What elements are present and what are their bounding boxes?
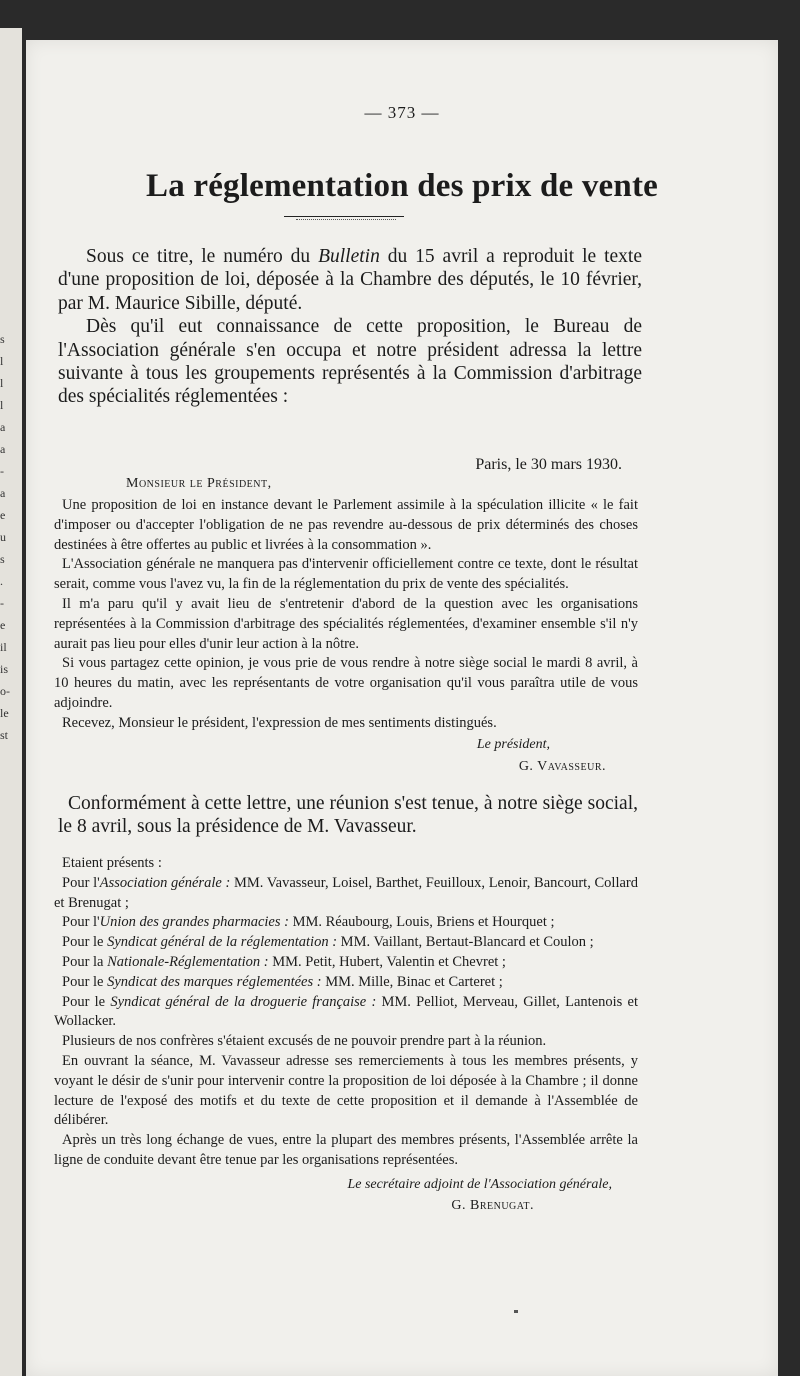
letter-salutation: Monsieur le Président,	[126, 476, 272, 491]
minutes-paragraph: Plusieurs de nos confrères s'étaient excusés de ne pouvoir prendre part à la réunion.	[62, 1033, 547, 1050]
attendees-label: Etaient présents :	[62, 855, 162, 871]
margin-fragment: l	[0, 376, 4, 390]
attendee-line: Pour le Syndicat des marques réglementées : MM. Mille, Binac et Carteret ;	[62, 973, 503, 990]
margin-fragment: a	[0, 442, 6, 456]
margin-fragment: u	[0, 530, 6, 544]
intro-paragraph-2: Dès qu'il eut connaissance de cette proposition, le Bureau de l'Association générale s'en occupa et notre président adressa la lettre suivante à tous les groupements représentés à la Commission d'arbitrage des spécialités réglementées :	[58, 316, 642, 408]
margin-fragment: s	[0, 332, 5, 346]
title-dotted-rule	[296, 219, 396, 220]
margin-fragment: st	[0, 728, 9, 742]
margin-fragment: is	[0, 662, 9, 676]
letter-date: Paris, le 30 mars 1930.	[475, 456, 622, 473]
title-rule	[284, 216, 404, 217]
minutes-paragraph: Après un très long échange de vues, entre la plupart des membres présents, l'Assemblée arrête la ligne de conduite devant être tenue par les organisations représentées.	[54, 1132, 638, 1168]
facing-page-edge	[0, 28, 22, 1376]
minutes-paragraph: En ouvrant la séance, M. Vavasseur adresse ses remerciements à tous les membres présents, y voyant le désir de s'unir pour intervenir contre la proposition de loi déposée à la Chambre ; il donne lecture de l'exposé des motifs et du texte de cette proposition et il demande à l'Assemblée de délibérer.	[54, 1052, 638, 1129]
margin-fragment: s	[0, 552, 5, 566]
letter-paragraph: L'Association générale ne manquera pas d'intervenir officiellement contre ce texte, dont le résultat serait, comme vous l'avez vu, la fin de la réglementation du prix de vente des spécialités.	[54, 556, 638, 593]
letter-signature-name: G. Vavasseur.	[518, 759, 606, 774]
margin-fragment: a	[0, 486, 6, 500]
letter-paragraph: Si vous partagez cette opinion, je vous prie de vous rendre à notre siège social le mardi 8 avril, à 10 heures du matin, avec les représentants de votre organisation qu'il vous paraîtra utile de vous adjoindre.	[54, 655, 638, 711]
document-page	[26, 40, 778, 1376]
ink-speck	[514, 1310, 518, 1313]
article-title: La réglementation des prix de vente	[145, 168, 658, 204]
margin-fragment: l	[0, 398, 4, 412]
margin-fragment: le	[0, 706, 9, 720]
margin-fragment: o-	[0, 684, 10, 698]
meeting-minutes	[54, 854, 638, 1171]
intro-paragraph-1: Sous ce titre, le numéro du Bulletin du 15 avril a reproduit le texte d'une proposition de loi, déposée à la Chambre des députés, le 10 février, par M. Maurice Sibille, député.	[58, 246, 642, 314]
facing-page-margin-text	[0, 328, 14, 746]
minutes-signature-title: Le secrétaire adjoint de l'Association générale,	[347, 1177, 612, 1192]
margin-fragment: -	[0, 464, 4, 478]
margin-fragment: e	[0, 508, 6, 522]
margin-fragment: il	[0, 640, 7, 654]
minutes-signature-name: G. Brenugat.	[451, 1198, 534, 1213]
letter-paragraph: Recevez, Monsieur le président, l'expression de mes sentiments distingués.	[62, 714, 497, 731]
meeting-summary: Conformément à cette lettre, une réunion s'est tenue, à notre siège social, le 8 avril, sous la présidence de M. Vavasseur.	[58, 793, 638, 838]
letter-paragraph: Une proposition de loi en instance devant le Parlement assimile à la spéculation illicite « le fait d'imposer ou d'accepter l'obligation de ne pas revendre au-dessous de prix déterminés des choses destinées à être offertes au public et livrées à la consommation ».	[54, 497, 638, 553]
margin-fragment: a	[0, 420, 6, 434]
margin-fragment: e	[0, 618, 6, 632]
margin-fragment: l	[0, 354, 4, 368]
page-number: — 373 —	[364, 103, 440, 122]
letter-body	[54, 496, 638, 734]
attendee-line: Pour la Nationale-Réglementation : MM. Petit, Hubert, Valentin et Chevret ;	[62, 953, 506, 970]
attendee-line: Pour l'Association générale : MM. Vavasseur, Loisel, Barthet, Feuilloux, Lenoir, Bancourt, Collard et Brenugat ;	[54, 874, 638, 911]
margin-fragment: -	[0, 596, 4, 610]
attendee-line: Pour le Syndicat général de la droguerie française : MM. Pelliot, Merveau, Gillet, Lantenois et Wollacker.	[54, 993, 638, 1030]
attendee-line: Pour le Syndicat général de la réglementation : MM. Vaillant, Bertaut-Blancard et Coulon ;	[62, 934, 594, 951]
letter-paragraph: Il m'a paru qu'il y avait lieu de s'entretenir d'abord de la question avec les organisations représentées à la Commission d'arbitrage des spécialités réglementées, d'examiner ensemble s'il n'y aurait pas lieu pour elles d'unir leur action à la nôtre.	[54, 595, 638, 652]
margin-fragment: .	[0, 574, 3, 588]
attendee-line: Pour l'Union des grandes pharmacies : MM. Réaubourg, Louis, Briens et Hourquet ;	[62, 914, 555, 931]
letter-signature-title: Le président,	[476, 737, 550, 752]
intro-section	[58, 245, 642, 409]
